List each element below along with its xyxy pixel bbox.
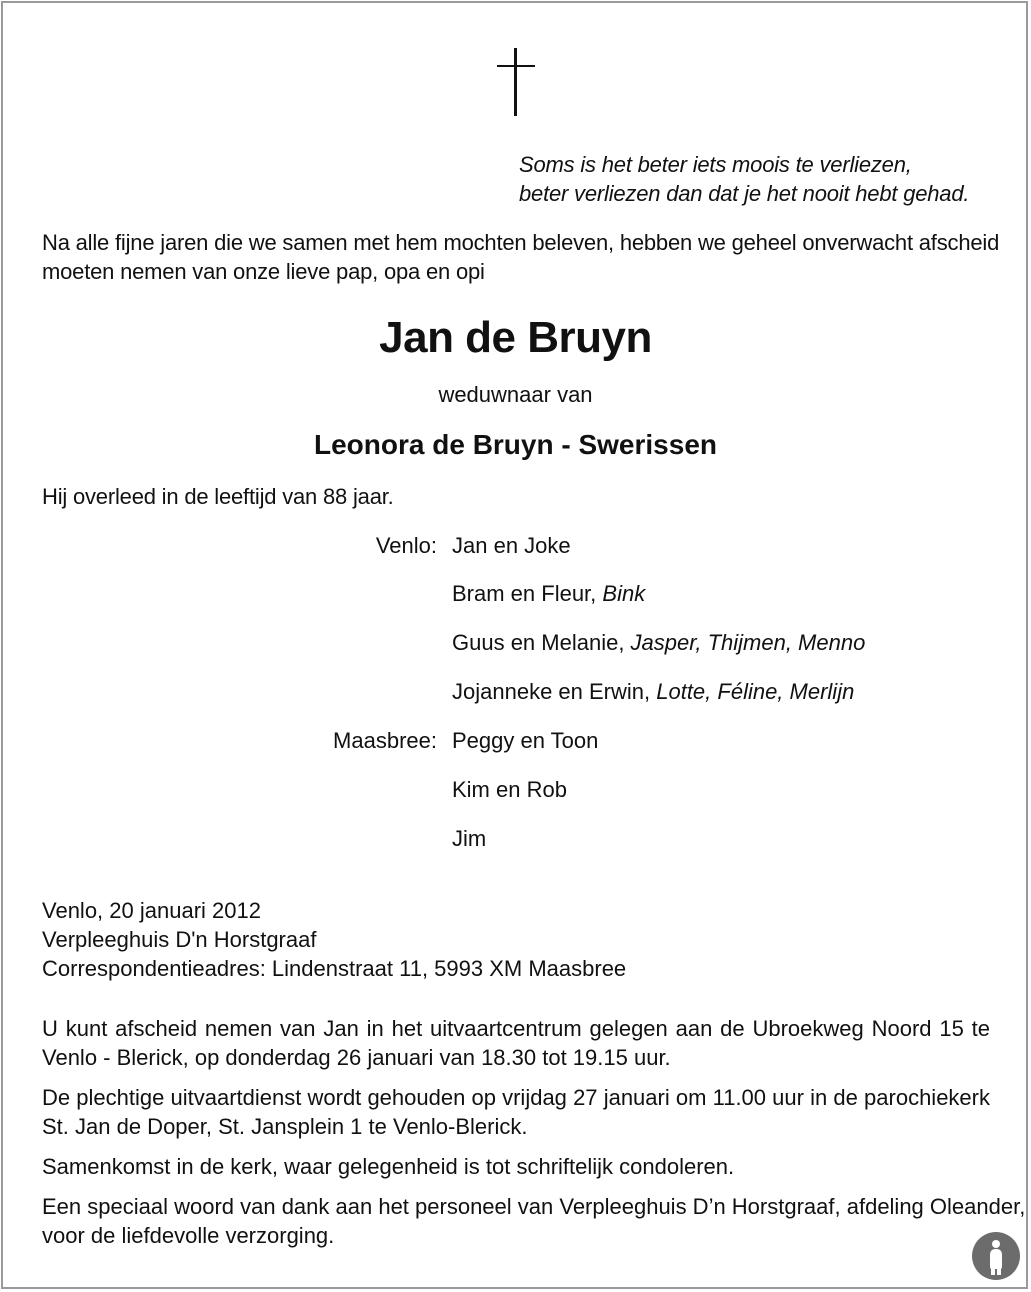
family-row [0, 824, 1031, 853]
family-row [0, 677, 1031, 706]
family-members: Jan en Joke [452, 533, 571, 558]
family-row [0, 775, 1031, 804]
family-row [0, 531, 1031, 560]
spouse-name: Leonora de Bruyn - Swerissen [314, 429, 717, 460]
family-members: Jojanneke en Erwin, Lotte, Féline, Merlijn [452, 679, 855, 704]
details-block [42, 896, 626, 983]
intro-text [42, 228, 1000, 286]
intro-line-1: Na alle fijne jaren die we samen met hem mochten beleven, hebben we geheel onverwacht afscheid [42, 230, 1000, 255]
address-line: Correspondentieadres: Lindenstraat 11, 5993 XM Maasbree [42, 956, 627, 981]
gathering-line: Samenkomst in de kerk, waar gelegenheid is tot schriftelijk condoleren. [42, 1154, 735, 1179]
family-place: Venlo: [375, 533, 437, 558]
family-members: Guus en Melanie, Jasper, Thijmen, Menno [452, 630, 866, 655]
family-members: Bram en Fleur, Bink [452, 581, 646, 606]
farewell-line-2: Venlo - Blerick, op donderdag 26 januari van 18.30 tot 19.15 uur. [42, 1045, 671, 1070]
family-members: Peggy en Toon [452, 728, 599, 753]
intro-line-2: moeten nemen van onze lieve pap, opa en opi [42, 259, 485, 284]
relation-text: weduwnaar van [438, 382, 593, 407]
quote-line-1: Soms is het beter iets moois te verliezen, [519, 152, 912, 177]
farewell-line-1: U kunt afscheid nemen van Jan in het uitvaartcentrum gelegen aan de Ubroekweg Noord 15 te [42, 1016, 990, 1041]
service-line-1: De plechtige uitvaartdienst wordt gehouden op vrijdag 27 januari om 11.00 uur in de parochiekerk [42, 1085, 990, 1110]
location-line: Verpleeghuis D'n Horstgraaf [42, 927, 317, 952]
deceased-name: Jan de Bruyn [379, 313, 652, 362]
family-members: Jim [452, 826, 487, 851]
service-paragraph [42, 1083, 990, 1141]
person-logo-icon [972, 1232, 1020, 1280]
quote [519, 150, 969, 208]
family-row [0, 579, 1031, 608]
family-row [0, 726, 1031, 755]
date-line: Venlo, 20 januari 2012 [42, 898, 261, 923]
gathering-paragraph [42, 1152, 990, 1181]
family-row [0, 628, 1031, 657]
family-place: Maasbree: [333, 728, 437, 753]
farewell-paragraph [42, 1014, 990, 1072]
cross-icon [497, 48, 535, 116]
age-text: Hij overleed in de leeftijd van 88 jaar. [42, 484, 394, 509]
service-line-2: St. Jan de Doper, St. Jansplein 1 te Venlo-Blerick. [42, 1114, 528, 1139]
quote-line-2: beter verliezen dan dat je het nooit hebt gehad. [519, 181, 970, 206]
thanks-paragraph [42, 1192, 1026, 1250]
family-members: Kim en Rob [452, 777, 567, 802]
thanks-line-1: Een speciaal woord van dank aan het personeel van Verpleeghuis D’n Horstgraaf, afdeling Oleander, [42, 1194, 1026, 1219]
thanks-line-2: voor de liefdevolle verzorging. [42, 1223, 335, 1248]
